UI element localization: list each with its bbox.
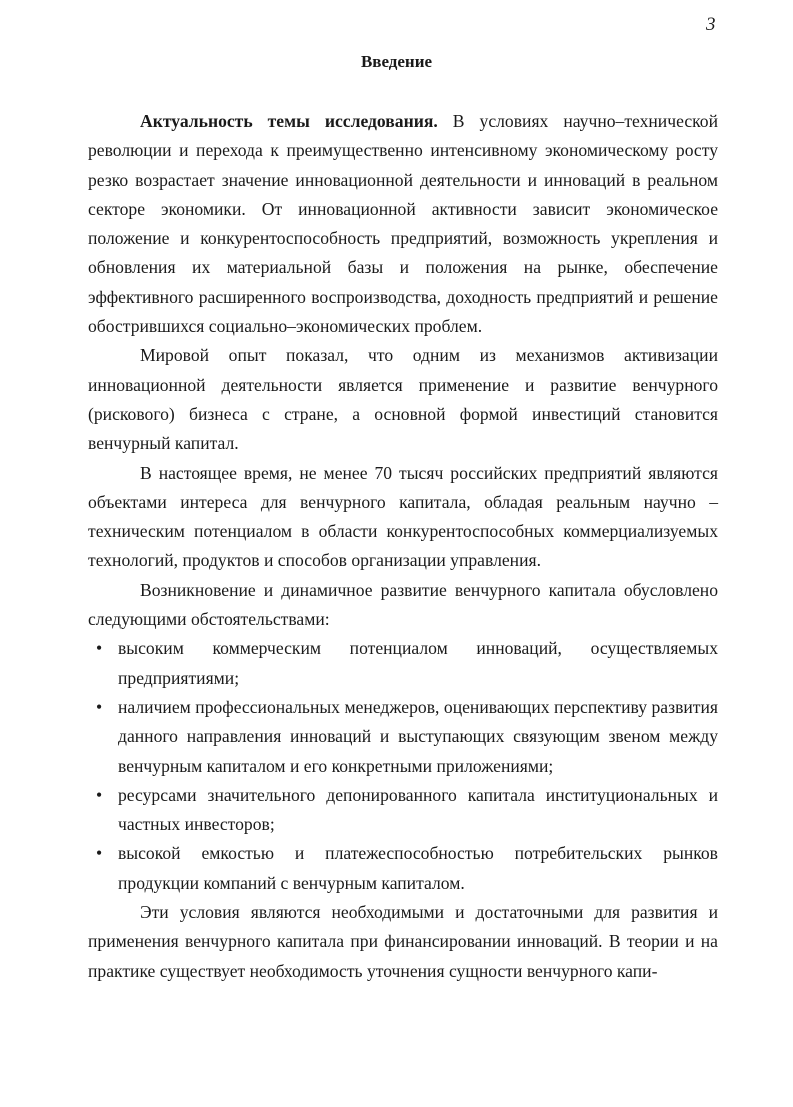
list-item-text: высокой емкостью и платежеспособностью потребительских рынков продукции компаний с венчурным капиталом. bbox=[118, 843, 718, 893]
paragraph-relevance bbox=[88, 107, 718, 341]
relevance-heading: Актуальность темы исследования. bbox=[140, 111, 438, 131]
bullet-icon: • bbox=[96, 784, 103, 805]
paragraph-world-experience bbox=[88, 341, 718, 458]
conditions-list bbox=[88, 634, 718, 898]
list-item bbox=[88, 634, 718, 693]
list-item-text: ресурсами значительного депонированного капитала институциональных и частных инвесторов; bbox=[118, 784, 718, 835]
list-item bbox=[88, 781, 718, 840]
list-item-text: высоким коммерческим потенциалом инноваций, осуществляемых предприятиями; bbox=[118, 638, 718, 688]
list-item bbox=[88, 693, 718, 781]
bullet-icon: • bbox=[96, 638, 103, 659]
page-title: Введение bbox=[360, 52, 433, 71]
paragraph-text: Мировой опыт показал, что одним из механизмов активизации инновационной деятельности является применение и развитие венчурного (рискового) бизнеса с стране, а основной формой инвестиций становится венчурный капитал. bbox=[88, 345, 718, 454]
paragraph-text: В настоящее время, не менее 70 тысяч российских предприятий являются объектами интереса для венчурного капитала, обладая реальным научно – техническим потенциалом в области конкурентоспособных коммерциализуемых технологий, продуктов и способов организации управления. bbox=[88, 462, 718, 571]
paragraph-text: В условиях научно–технической революции и перехода к преимущественно интенсивному экономическому росту резко возрастает значение инновационной деятельности и инноваций в реальном секторе экономики. От инновационной активности зависит экономическое положение и конкурентоспособность предприятий, возможность укрепления и обновления их материальной базы и положения на рынке, обеспечение эффективного расширенного воспроизводства, доходность предприятий и решение обострившихся социально–экономических проблем. bbox=[88, 111, 718, 337]
paragraph-text: Эти условия являются необходимыми и достаточными для развития и применения венчурного капитала при финансировании инноваций. В теории и на практике существует необходимость уточнения сущности венчурного капи- bbox=[88, 902, 718, 981]
paragraph-conditions-intro bbox=[88, 576, 718, 635]
page-number: 3 bbox=[706, 14, 716, 35]
paragraph-closing bbox=[88, 898, 718, 986]
document-body bbox=[88, 107, 718, 986]
bullet-icon: • bbox=[96, 843, 103, 864]
paragraph-text: Возникновение и динамичное развитие венчурного капитала обусловлено следующими обстоятельствами: bbox=[88, 579, 718, 630]
list-item-text: наличием профессиональных менеджеров, оценивающих перспективу развития данного направления инноваций и выступающих связующим звеном между венчурным капиталом и его конкретными приложениями; bbox=[118, 696, 718, 776]
paragraph-current-state bbox=[88, 459, 718, 576]
bullet-icon: • bbox=[96, 696, 103, 717]
list-item bbox=[88, 839, 718, 898]
